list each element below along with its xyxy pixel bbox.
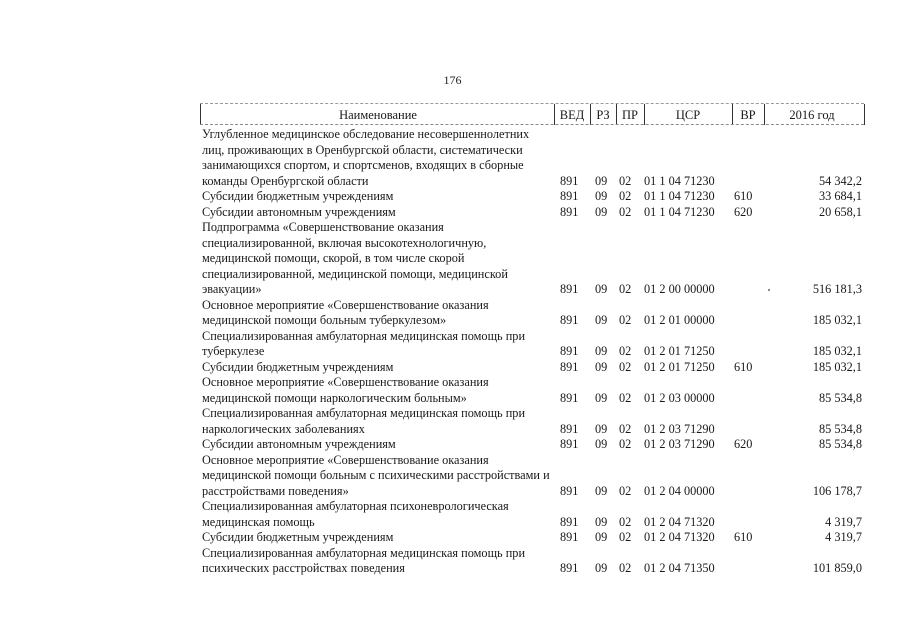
row-amount: 185 032,1: [812, 359, 862, 374]
table-row: [196, 437, 868, 453]
row-name: Специализированная амбулаторная психоневрологическая медицинская помощь: [202, 499, 509, 529]
row-name: Основное мероприятие «Совершенствование оказания медицинской помощи больным туберкулезом»: [202, 297, 489, 327]
row-name: Субсидии бюджетным учреждениям: [202, 530, 394, 544]
row-rz: 09: [595, 483, 608, 498]
scan-speck: [768, 289, 770, 291]
row-amount: 20 658,1: [818, 204, 862, 219]
row-amount: 4 319,7: [825, 514, 862, 529]
table-row: [196, 127, 868, 189]
row-ved: 891: [560, 530, 579, 544]
row-rz: 09: [595, 530, 608, 544]
row-pr: 02: [619, 204, 632, 219]
row-vr: 620: [734, 437, 753, 451]
row-csr: 01 2 04 71320: [644, 530, 715, 544]
row-amount: 4 319,7: [825, 530, 862, 544]
row-name: Субсидии автономным учреждениям: [202, 204, 396, 219]
row-ved: 891: [560, 437, 579, 451]
header-left-border: [200, 104, 201, 125]
header-ved: ВЕД: [559, 108, 585, 122]
row-amount: 185 032,1: [812, 313, 862, 327]
row-pr: 02: [619, 282, 632, 296]
row-ved: 891: [560, 514, 579, 529]
row-csr: 01 1 04 71230: [644, 189, 715, 203]
row-rz: 09: [595, 514, 608, 529]
row-ved: 891: [560, 359, 579, 374]
header-name: Наименование: [339, 108, 417, 122]
page-number: 176: [443, 73, 462, 87]
table-row: [196, 546, 868, 577]
row-csr: 01 2 04 71350: [644, 561, 715, 575]
row-ved: 891: [560, 173, 579, 188]
row-csr: 01 2 03 00000: [644, 390, 715, 405]
row-vr: 620: [734, 204, 753, 219]
row-pr: 02: [619, 359, 632, 374]
row-pr: 02: [619, 530, 632, 544]
row-csr: 01 2 01 71250: [644, 359, 715, 374]
row-amount: 516 181,3: [812, 282, 862, 296]
row-pr: 02: [619, 514, 632, 529]
row-name: Субсидии бюджетным учреждениям: [202, 359, 394, 374]
row-vr: 610: [734, 530, 753, 544]
table-row: [196, 220, 868, 298]
row-amount: 101 859,0: [812, 561, 862, 575]
row-rz: 09: [595, 282, 608, 296]
budget-table: [196, 100, 868, 577]
row-rz: 09: [595, 390, 608, 405]
row-ved: 891: [560, 189, 579, 203]
row-rz: 09: [595, 421, 608, 436]
row-ved: 891: [560, 483, 579, 498]
row-pr: 02: [619, 344, 632, 358]
row-pr: 02: [619, 483, 632, 498]
row-csr: 01 2 01 00000: [644, 313, 715, 327]
row-pr: 02: [619, 313, 632, 327]
table-row: [196, 530, 868, 546]
row-rz: 09: [595, 344, 608, 358]
row-csr: 01 1 04 71230: [644, 173, 715, 188]
row-rz: 09: [595, 313, 608, 327]
row-ved: 891: [560, 390, 579, 405]
row-pr: 02: [619, 437, 632, 451]
table-row: [196, 329, 868, 360]
table-row: [196, 499, 868, 530]
row-pr: 02: [619, 561, 632, 575]
row-amount: 185 032,1: [812, 344, 862, 358]
row-name: Специализированная амбулаторная медицинская помощь при туберкулезе: [202, 328, 526, 358]
row-rz: 09: [595, 189, 608, 203]
row-pr: 02: [619, 173, 632, 188]
table-row: [196, 406, 868, 437]
row-amount: 106 178,7: [812, 483, 862, 498]
row-amount: 85 534,8: [818, 421, 862, 436]
row-rz: 09: [595, 204, 608, 219]
row-rz: 09: [595, 561, 608, 575]
row-csr: 01 2 04 00000: [644, 483, 715, 498]
row-name: Специализированная амбулаторная медицинская помощь при наркологических заболеваниях: [202, 406, 526, 436]
table-row: [196, 360, 868, 376]
row-rz: 09: [595, 359, 608, 374]
row-amount: 33 684,1: [818, 189, 862, 203]
row-csr: 01 2 04 71320: [644, 514, 715, 529]
row-name: Углубленное медицинское обследование несовершеннолетних лиц, проживающих в Оренбургской области, систематически занимающихся спортом, и спортсменов, входящих в сборные команды Оренбургской области: [202, 127, 530, 188]
row-ved: 891: [560, 421, 579, 436]
row-pr: 02: [619, 189, 632, 203]
row-ved: 891: [560, 282, 579, 296]
table-row: [196, 298, 868, 329]
row-ved: 891: [560, 344, 579, 358]
row-amount: 85 534,8: [818, 390, 862, 405]
row-pr: 02: [619, 421, 632, 436]
row-amount: 85 534,8: [818, 437, 862, 451]
row-vr: 610: [734, 189, 753, 203]
table-row: [196, 205, 868, 221]
row-name: Субсидии бюджетным учреждениям: [202, 189, 394, 203]
table-body: [196, 127, 868, 577]
header-pr: ПР: [622, 108, 638, 122]
row-rz: 09: [595, 173, 608, 188]
row-pr: 02: [619, 390, 632, 405]
row-csr: 01 1 04 71230: [644, 204, 715, 219]
row-name: Основное мероприятие «Совершенствование оказания медицинской помощи больным с психическими расстройствами и расстройствами поведения»: [202, 452, 550, 498]
row-vr: 610: [734, 359, 753, 374]
row-amount: 54 342,2: [818, 173, 862, 188]
table-row: [196, 375, 868, 406]
header-vr: ВР: [740, 108, 756, 122]
row-csr: 01 2 03 71290: [644, 437, 715, 451]
row-name: Подпрограмма «Совершенствование оказания специализированной, включая высокотехнологичную, медицинской помощи, скорой, в том числе скорой специализированной, медицинской помощи, медицинской эвакуации»: [202, 220, 508, 296]
header-amount: 2016 год: [789, 108, 835, 122]
table-header: [196, 100, 868, 126]
row-ved: 891: [560, 313, 579, 327]
row-name: Субсидии автономным учреждениям: [202, 437, 396, 451]
table-row: [196, 189, 868, 205]
row-name: Специализированная амбулаторная медицинская помощь при психических расстройствах поведения: [202, 545, 526, 575]
table-row: [196, 453, 868, 500]
row-csr: 01 2 03 71290: [644, 421, 715, 436]
header-csr: ЦСР: [675, 108, 701, 122]
row-rz: 09: [595, 437, 608, 451]
header-right-border: [864, 104, 865, 125]
header-rz: РЗ: [596, 108, 610, 122]
row-csr: 01 2 01 71250: [644, 344, 715, 358]
row-csr: 01 2 00 00000: [644, 282, 715, 296]
row-ved: 891: [560, 204, 579, 219]
row-ved: 891: [560, 561, 579, 575]
row-name: Основное мероприятие «Совершенствование оказания медицинской помощи наркологическим больным»: [202, 375, 489, 405]
